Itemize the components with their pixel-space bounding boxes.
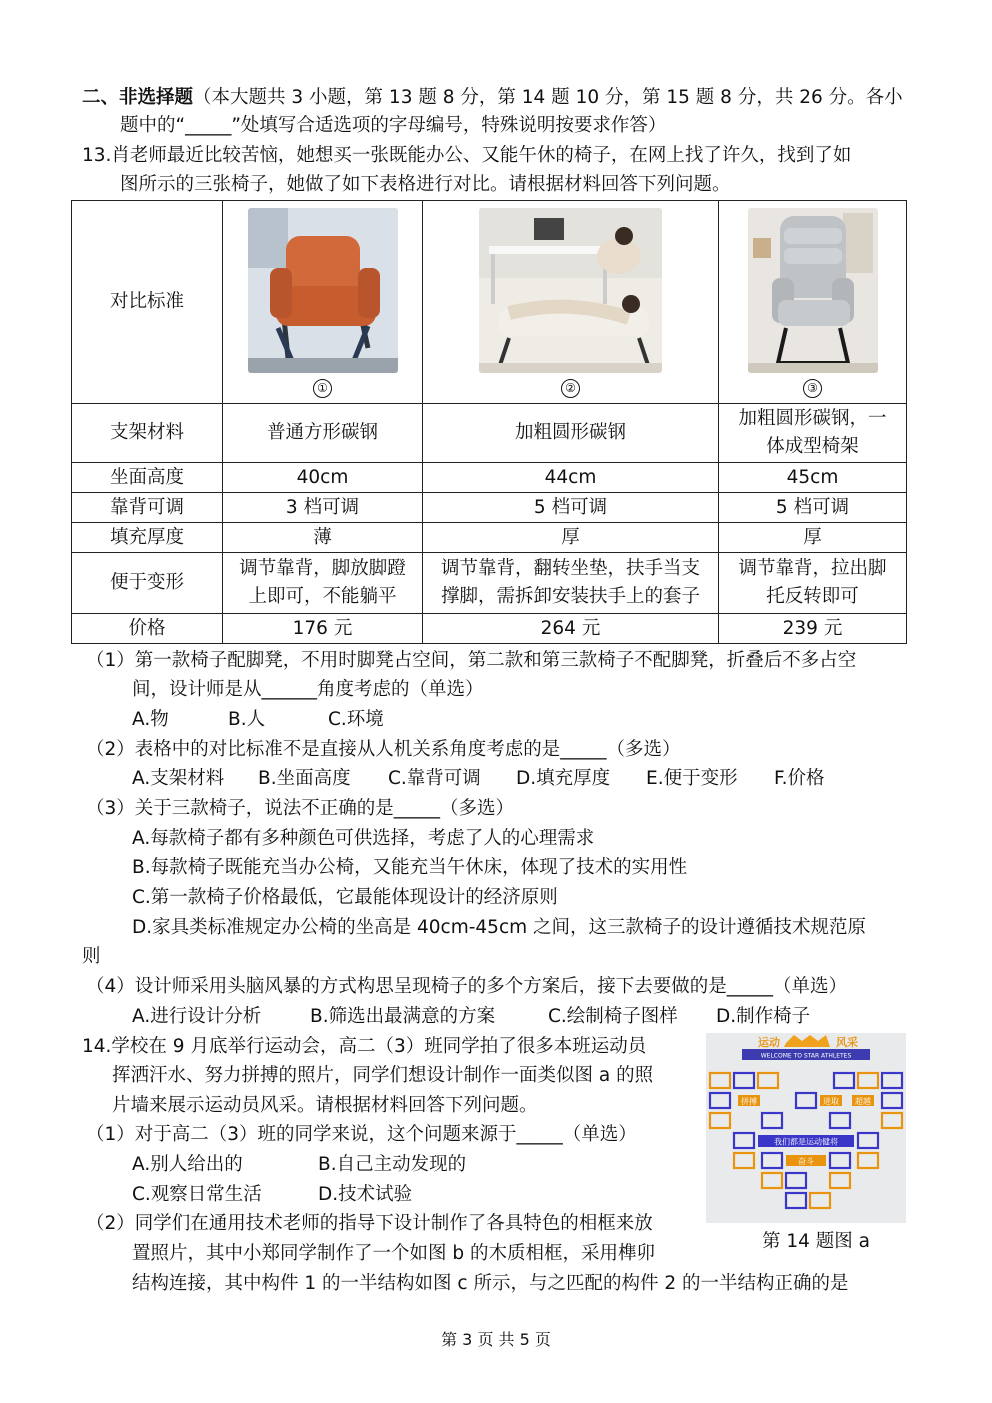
option: B.自己主动发现的 [318, 1154, 467, 1175]
chair-1-number: ① [313, 379, 332, 398]
q14-part1: （1）对于高二（3）班的同学来说，这个问题来源于_____（单选） [86, 1124, 637, 1145]
table-row [72, 404, 907, 463]
option: A.别人给出的 [132, 1154, 243, 1175]
wall-word-2: 进取 [823, 1097, 839, 1106]
option: B.筛选出最满意的方案 [310, 1006, 496, 1027]
wall-slogan: 我们都是运动健将 [774, 1137, 838, 1147]
cell-chair-3 [719, 553, 907, 614]
option: B.坐面高度 [258, 768, 351, 789]
cell-line: 加粗圆形碳钢，一 [738, 408, 887, 429]
wall-word-4: 奋斗 [798, 1157, 814, 1166]
chair-2-cell [423, 201, 719, 404]
option: D.家具类标准规定办公椅的坐高是 40cm-45cm 之间，这三款椅子的设计遵循技术规范原 [132, 917, 867, 938]
option: A.每款椅子都有多种颜色可供选择，考虑了人的心理需求 [132, 828, 595, 849]
q13-part1-line2: 间，设计师是从______角度考虑的（单选） [132, 679, 484, 700]
q13-part1-line1: （1）第一款椅子配脚凳，不用时脚凳占空间，第二款和第三款椅子不配脚凳，折叠后不多占空 [86, 650, 857, 671]
cell-line: 托反转即可 [766, 586, 859, 607]
cell-line: 上即可，不能躺平 [248, 586, 397, 607]
option: C.绘制椅子图样 [548, 1006, 678, 1027]
q13-part4: （4）设计师采用头脑风暴的方式构思呈现椅子的多个方案后，接下去要做的是_____（单选） [86, 976, 848, 997]
q13-stem-1: 13.肖老师最近比较苦恼，她想买一张既能办公、又能午休的椅子，在网上找了许久，找到了如 [82, 145, 852, 166]
chair-3-number: ③ [803, 379, 822, 398]
cell-chair-2: 264 元 [423, 614, 719, 644]
chair-2-number: ② [561, 379, 580, 398]
option: C.观察日常生活 [132, 1184, 262, 1205]
row-label: 价格 [72, 614, 223, 644]
cell-chair-2 [423, 553, 719, 614]
chair-1-cell [223, 201, 423, 404]
cell-chair-2: 5 档可调 [423, 493, 719, 523]
option: C.靠背可调 [388, 768, 481, 789]
table-row [72, 553, 907, 614]
photo-wall-figure [706, 1033, 906, 1223]
section-desc-1: （本大题共 3 小题，第 13 题 8 分，第 14 题 10 分，第 15 题 8 分，共 26 分。各小 [193, 87, 903, 108]
row-label: 支架材料 [72, 404, 223, 463]
table-row [72, 523, 907, 553]
table-row [72, 463, 907, 493]
chair-1-photo [248, 208, 398, 373]
cell-chair-3: 5 档可调 [719, 493, 907, 523]
section-desc-2: 题中的“_____”处填写合适选项的字母编号，特殊说明按要求作答） [120, 115, 667, 136]
cell-chair-1: 普通方形碳钢 [223, 404, 423, 463]
table-header-cell: 对比标准 [72, 201, 223, 404]
cell-chair-3: 45cm [719, 463, 907, 493]
chair-3-cell [719, 201, 907, 404]
cell-line: 体成型椅架 [766, 436, 859, 457]
option-continued: 则 [82, 946, 101, 967]
option: D.制作椅子 [716, 1006, 811, 1027]
row-label: 靠背可调 [72, 493, 223, 523]
cell-line: 调节靠背，翻转坐垫，扶手当支 [440, 558, 700, 579]
q14-stem-3: 片墙来展示运动员风采。请根据材料回答下列问题。 [112, 1095, 538, 1116]
cell-chair-2: 厚 [423, 523, 719, 553]
chair-1-illustration [248, 208, 398, 373]
cell-chair-1: 40cm [223, 463, 423, 493]
q14-part2-line3: 结构连接，其中构件 1 的一半结构如图 c 所示，与之匹配的构件 2 的一半结构正确的是 [132, 1273, 849, 1294]
q13-part2: （2）表格中的对比标准不是直接从人机关系角度考虑的是_____（多选） [86, 739, 681, 760]
page-footer: 第 3 页 共 5 页 [441, 1330, 551, 1349]
chair-2-illustration [479, 208, 662, 373]
cell-line: 调节靠背，脚放脚蹬 [239, 558, 406, 579]
cell-chair-3: 239 元 [719, 614, 907, 644]
q13-part3: （3）关于三款椅子，说法不正确的是_____（多选） [86, 798, 515, 819]
option: C.第一款椅子价格最低，它最能体现设计的经济原则 [132, 887, 558, 908]
row-label: 填充厚度 [72, 523, 223, 553]
chair-3-photo [748, 208, 878, 373]
cell-chair-1: 3 档可调 [223, 493, 423, 523]
cell-chair-1: 176 元 [223, 614, 423, 644]
table-row [72, 493, 907, 523]
wall-word-1: 拼搏 [741, 1097, 757, 1106]
chair-3-illustration [748, 208, 878, 373]
section-title: 二、非选择题 [82, 87, 194, 108]
row-label: 坐面高度 [72, 463, 223, 493]
figure-caption: 第 14 题图 a [762, 1231, 871, 1252]
option: C.环境 [328, 709, 384, 730]
comparison-table [71, 200, 907, 644]
wall-title-right: 风采 [836, 1036, 858, 1049]
cell-chair-3 [719, 404, 907, 463]
option: D.技术试验 [318, 1184, 413, 1205]
wall-word-3: 超越 [855, 1097, 871, 1106]
cell-chair-3: 厚 [719, 523, 907, 553]
cell-line: 撑脚，需拆卸安装扶手上的套子 [440, 586, 700, 607]
chair-2-photo [479, 208, 662, 373]
cell-chair-2: 44cm [423, 463, 719, 493]
option: B.每款椅子既能充当办公椅，又能充当午休床，体现了技术的实用性 [132, 857, 688, 878]
cell-chair-1 [223, 553, 423, 614]
q14-stem-2: 挥洒汗水、努力拼搏的照片，同学们想设计制作一面类似图 a 的照 [112, 1065, 654, 1086]
option: B.人 [228, 709, 266, 730]
q14-part2-line1: （2）同学们在通用技术老师的指导下设计制作了各具特色的相框来放 [86, 1213, 653, 1234]
table-row-images [72, 201, 907, 404]
q13-stem-2: 图所示的三张椅子，她做了如下表格进行对比。请根据材料回答下列问题。 [120, 174, 731, 195]
section-header [82, 84, 903, 112]
option: F.价格 [774, 768, 825, 789]
q14-part2-line2: 置照片，其中小郑同学制作了一个如图 b 的木质相框，采用榫卯 [132, 1243, 656, 1264]
option: A.进行设计分析 [132, 1006, 262, 1027]
option: E.便于变形 [646, 768, 738, 789]
cell-chair-2: 加粗圆形碳钢 [423, 404, 719, 463]
option: A.物 [132, 709, 169, 730]
q14-stem-1: 14.学校在 9 月底举行运动会，高二（3）班同学拍了很多本班运动员 [82, 1036, 647, 1057]
photo-wall-illustration [706, 1033, 906, 1223]
wall-banner: WELCOME TO STAR ATHLETES [760, 1052, 852, 1060]
cell-line: 调节靠背，拉出脚 [738, 558, 887, 579]
row-label: 便于变形 [72, 553, 223, 614]
option: A.支架材料 [132, 768, 225, 789]
table-row [72, 614, 907, 644]
wall-title-left: 运动 [758, 1036, 780, 1049]
cell-chair-1: 薄 [223, 523, 423, 553]
option: D.填充厚度 [516, 768, 611, 789]
